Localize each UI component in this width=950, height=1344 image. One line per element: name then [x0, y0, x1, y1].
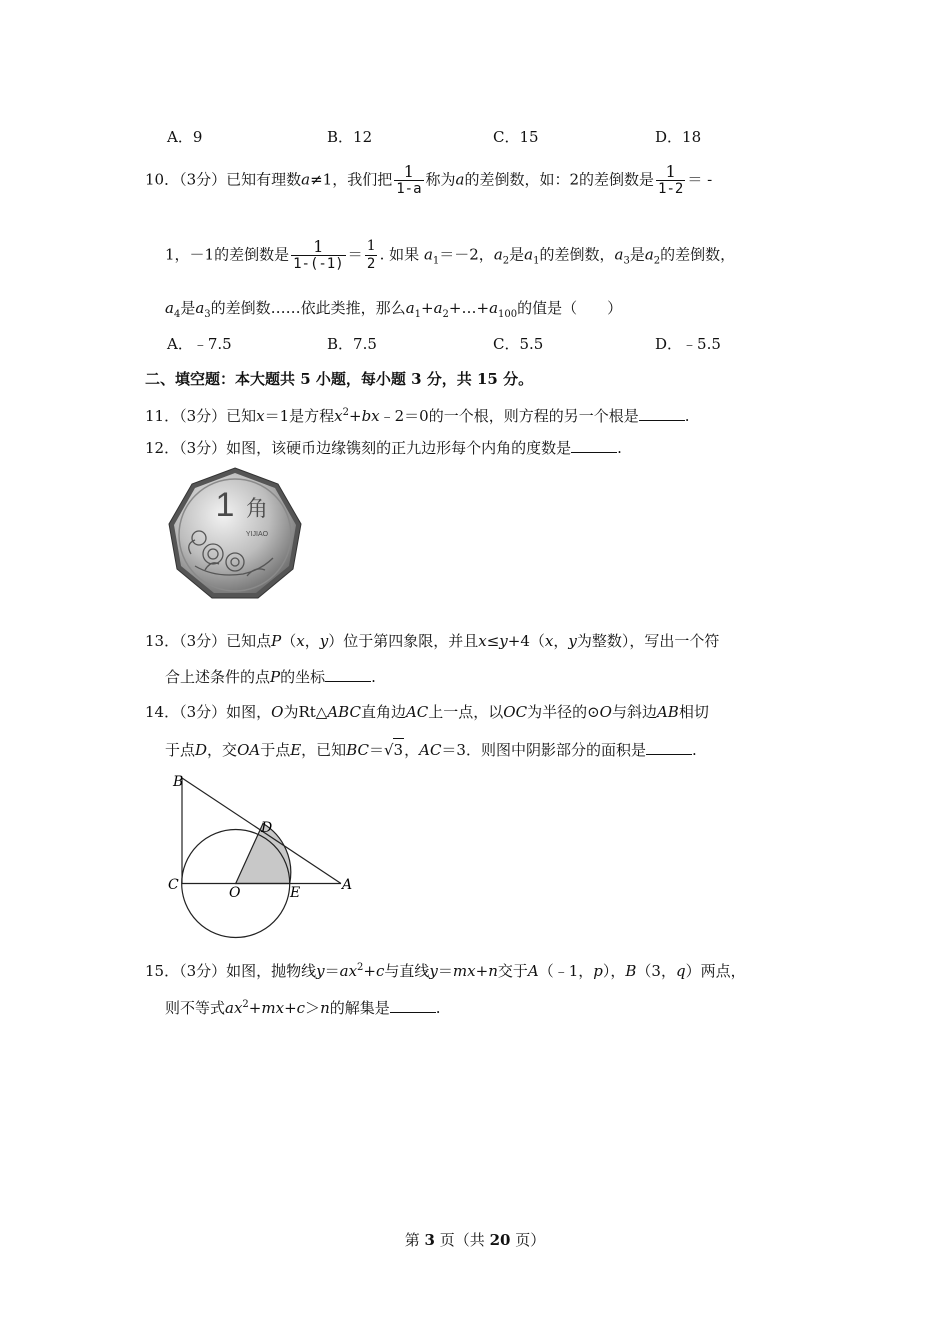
q13-line1: 13．（3分）已知点P（x，y）位于第四象限，并且x≤y+4（x，y为整数），写出一个符 — [145, 632, 720, 650]
label-e: E — [290, 885, 301, 901]
coin-numeral: 1 — [215, 486, 235, 524]
q13-line2: 合上述条件的点P的坐标 . — [165, 668, 376, 686]
label-b: B — [173, 774, 184, 790]
q10-frac3: $\frac{1}{1-(-1)}$ — [293, 237, 344, 272]
label-a: A — [342, 877, 353, 893]
q9-option-b: B．12 — [327, 128, 373, 146]
q10-option-a: A．﹣7.5 — [167, 335, 232, 353]
q10-line1: 10．（3分）已知有理数a≠1，我们把 $\frac{1}{1-a}$ 称为a的差倒数，如：2的差倒数是 $\frac{1}{1-2}$ ＝ - — [145, 162, 713, 197]
q10-option-d: D．﹣5.5 — [655, 335, 721, 353]
q10-line3: $a_4$是$a_3$的差倒数……依此类推，那么$a_1+a_2+\dots+a_{100}$的值是（ ） — [165, 299, 623, 320]
coin-pinyin: YIJIAO — [245, 531, 269, 538]
label-o: O — [229, 885, 241, 901]
coin-figure — [165, 466, 305, 606]
section2-title: 二、填空题：本大题共 5 小题，每小题 3 分，共 15 分。 — [145, 370, 534, 388]
q11: 11．（3分）已知x＝1是方程$x^2+bx﹣2=0$的一个根，则方程的另一个根是 . — [145, 407, 690, 425]
page-number: 3 — [424, 1231, 435, 1249]
q12: 12．（3分）如图，该硬币边缘镌刻的正九边形每个内角的度数是 . — [145, 439, 622, 457]
triangle-circle-figure — [165, 768, 365, 943]
q14-line1: 14．（3分）如图，O为Rt△ABC直角边AC上一点，以OC为半径的⊙O与斜边AB相切 — [145, 703, 709, 721]
q9-option-a: A．9 — [167, 128, 203, 146]
q12-answer-blank — [571, 438, 617, 453]
q9-option-c: C．15 — [493, 128, 539, 146]
coin-char: 角 — [245, 497, 269, 522]
q10-line2: 1，－1的差倒数是 $\frac{1}{1-(-1)}$ ＝ $\frac{1}{2}$ . 如果 $a_1=-2$，$a_2$是$a_1$的差倒数，$a_3$是$a_2$的差倒数， — [165, 237, 736, 272]
q13-answer-blank — [325, 667, 371, 682]
page-total: 20 — [489, 1231, 511, 1249]
q15-answer-blank — [390, 998, 436, 1013]
q10-frac2: $\frac{1}{1-2}$ — [658, 162, 684, 197]
label-d: D — [261, 820, 273, 836]
q9-option-d: D．18 — [655, 128, 702, 146]
q15-line1: 15．（3分）如图，抛物线$y=ax^2+c$与直线y＝mx+n交于A（﹣1，p），B（3，q）两点， — [145, 962, 746, 980]
q10-frac1: $\frac{1}{1-a}$ — [396, 162, 422, 197]
q11-answer-blank — [639, 406, 685, 421]
q10-frac4: $\frac{1}{2}$ — [366, 238, 376, 272]
q14-line2: 于点D，交OA于点E，已知BC＝√3，AC＝3．则图中阴影部分的面积是 . — [165, 738, 697, 761]
q15-line2: 则不等式$ax^2+mx+c>n$的解集是 . — [165, 999, 441, 1017]
q14-answer-blank — [646, 740, 692, 755]
q10-option-c: C．5.5 — [493, 335, 544, 353]
q10-option-b: B．7.5 — [327, 335, 377, 353]
label-c: C — [168, 877, 179, 893]
page-footer: 第 3 页（共 20 页） — [404, 1231, 546, 1249]
